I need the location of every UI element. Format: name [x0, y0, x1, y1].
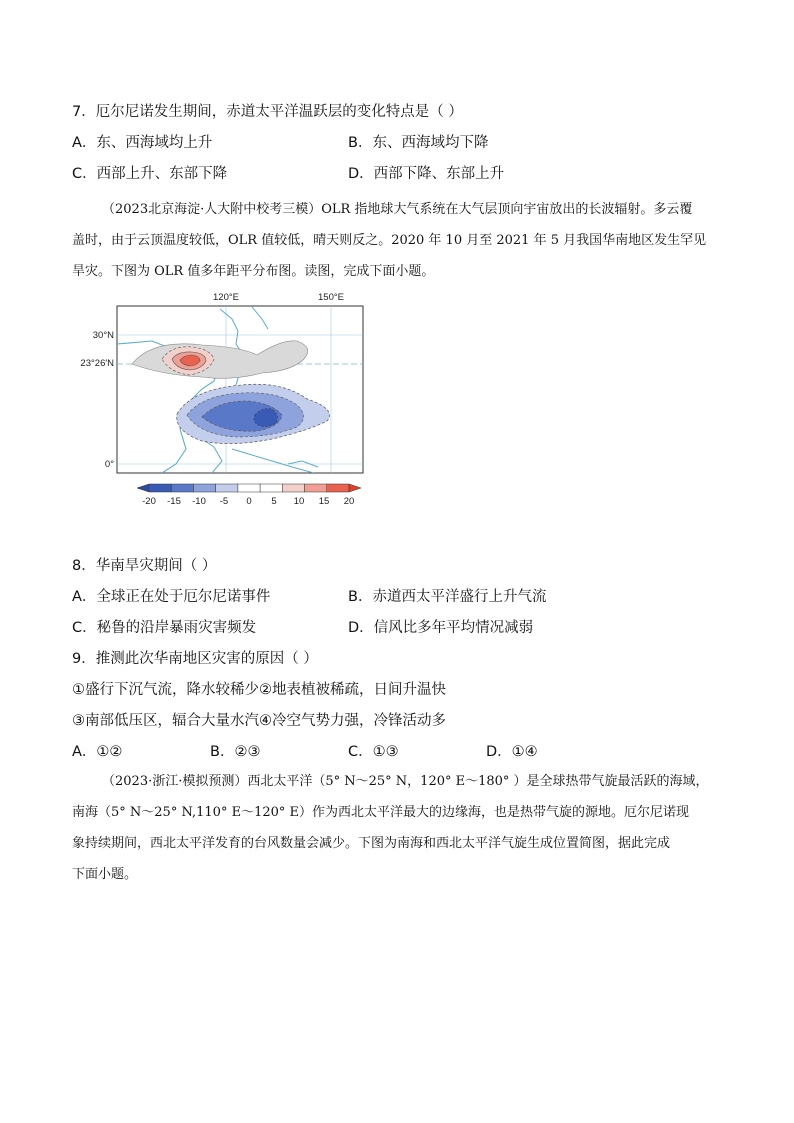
passage-typhoon-line1: （2023·浙江·模拟预测）西北太平洋（5° N～25° N，120° E～180° ）是全球热带气旋最活跃的海域，: [102, 774, 709, 789]
q8-option-a: A．全球正在处于厄尔尼诺事件: [72, 589, 271, 605]
q8-option-d: D．信风比多年平均情况减弱: [348, 620, 534, 636]
passage-typhoon: [72, 766, 732, 890]
legend-colorbar: [137, 484, 361, 507]
passage-olr-line1: （2023北京海淀·人大附中校考三模）OLR 指地球大气系统在大气层顶向宇宙放出的长波辐射。多云覆: [102, 202, 693, 217]
passage-typhoon-line3: 象持续期间，西北太平洋发育的台风数量会减少。下图为南海和西北太平洋气旋生成位置简图，据此完成: [72, 836, 671, 851]
legend-tick-label: 0: [246, 496, 252, 507]
legend-swatch: [149, 484, 171, 492]
q7-option-c: C．西部上升、东部下降: [72, 166, 228, 182]
legend-tick-label: 5: [271, 496, 277, 507]
q7-option-b: B．东、西海域均下降: [348, 135, 489, 151]
passage-olr: [72, 194, 732, 287]
legend-tick-label: 10: [293, 496, 305, 507]
passage-typhoon-line4: 下面小题。: [72, 867, 138, 882]
legend-tick-label: -20: [142, 496, 156, 507]
lat-label-30n: 30°N: [92, 330, 114, 341]
q7-option-a: A．东、西海域均上升: [72, 135, 213, 151]
legend-swatch: [305, 484, 327, 492]
passage-olr-line2: 盖时，由于云顶温度较低，OLR 值较低，晴天则反之。2020 年 10 月至 2021 年 5 月我国华南地区发生罕见: [72, 233, 707, 248]
legend-tick-label: -15: [167, 496, 181, 507]
legend-tick-label: 15: [318, 496, 330, 507]
q9-option-a: A．①②: [72, 744, 123, 760]
lon-label-150e: 150°E: [318, 292, 344, 303]
q8-stem: 8．华南旱灾期间（ ）: [72, 558, 217, 574]
lon-label-120e: 120°E: [213, 292, 239, 303]
q7-option-d: D．西部下降、东部上升: [348, 166, 505, 182]
legend-swatch: [171, 484, 193, 492]
lat-label-tropic: 23°26′N: [80, 358, 114, 369]
lat-label-0: 0°: [104, 459, 114, 470]
legend-swatch: [193, 484, 215, 492]
q9-option-d: D．①④: [486, 744, 538, 760]
q7-stem: 7．厄尔尼诺发生期间，赤道太平洋温跃层的变化特点是（ ）: [72, 104, 463, 120]
passage-typhoon-line2: 南海（5° N～25° N,110° E～120° E）作为西北太平洋最大的边缘海，也是热带气旋的源地。厄尔尼诺现: [72, 805, 689, 820]
legend-tick-label: -5: [219, 496, 229, 507]
map-panel: [117, 306, 363, 473]
passage-olr-line3: 旱灾。下图为 OLR 值多年距平分布图。读图，完成下面小题。: [72, 264, 435, 279]
olr-anomaly-map: [80, 289, 382, 511]
legend-tick-label: 20: [343, 496, 355, 507]
legend-swatch: [260, 484, 282, 492]
legend-tick-label: -10: [192, 496, 206, 507]
q9-option-b: B．②③: [210, 744, 261, 760]
q9-stem: 9．推测此次华南地区灾害的原因（ ）: [72, 651, 318, 667]
q9-statements-2: ③南部低压区，辐合大量水汽④冷空气势力强，冷锋活动多: [72, 713, 446, 729]
q9-statements-1: ①盛行下沉气流，降水较稀少②地表植被稀疏，日间升温快: [72, 682, 446, 698]
legend-swatch: [327, 484, 349, 492]
legend-swatch: [282, 484, 304, 492]
legend-swatch: [216, 484, 238, 492]
q9-option-c: C．①③: [348, 744, 399, 760]
q8-option-b: B．赤道西太平洋盛行上升气流: [348, 589, 547, 605]
legend-swatch: [238, 484, 260, 492]
q8-option-c: C．秘鲁的沿岸暴雨灾害频发: [72, 620, 257, 636]
